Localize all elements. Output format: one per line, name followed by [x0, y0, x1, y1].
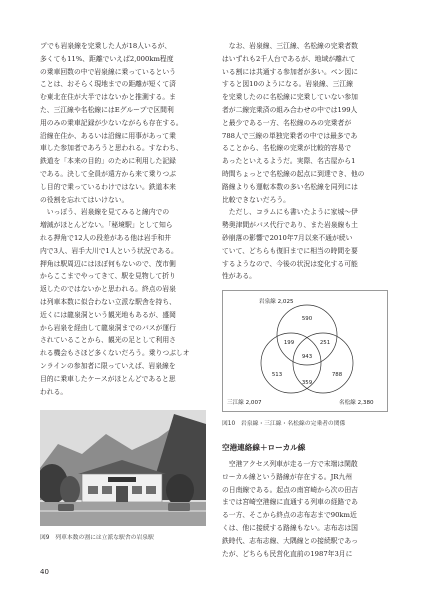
text-line: る一方、そこから終点の志布志まで90km近 — [222, 511, 357, 520]
text-line: すると図10のようになる。岩泉線、三江線 — [222, 80, 353, 89]
text-line: む東北在住が大半ではないかと推測する。ま — [40, 93, 176, 102]
photo-station-sign — [108, 477, 136, 482]
iwaizumi-station-photo — [40, 410, 206, 526]
text-line: いっぽう、岩泉線を見てみると線内での — [40, 208, 170, 217]
page-number: 40 — [40, 568, 49, 576]
text-line: と最少である一方、名松線のみの完乗者が — [222, 118, 352, 127]
photo-car — [58, 504, 74, 511]
station-photo-image — [40, 410, 206, 526]
venn-region-value: 513 — [271, 372, 283, 378]
text-line: た、三江線や名松線にはEグループで区間利 — [40, 105, 174, 114]
text-line: ローカル線という路線が存在する。JR九州 — [222, 472, 353, 481]
venn-diagram-figure10 — [222, 290, 388, 412]
venn-region-value: 359 — [301, 380, 313, 386]
text-line: 車した参加者であろうと思われる。すなわち、 — [40, 144, 183, 153]
section-heading: 空港連絡線＋ローカル線 — [222, 443, 306, 452]
figure9-caption: 図9 列車本数の割には立派な駅舎の岩泉駅 — [40, 535, 154, 541]
text-line: ることから、名松線の完乗が比較的容易で — [222, 144, 352, 153]
venn-set-total: 2,007 — [245, 400, 262, 406]
text-line: はいずれも2千人台であるが、地域が離れて — [222, 54, 356, 63]
venn-set-label — [227, 398, 262, 406]
photo-window — [132, 486, 142, 494]
venn-diagram — [223, 291, 387, 411]
photo-tree — [60, 476, 80, 504]
venn-set-label — [339, 398, 374, 406]
text-line: 比較できないだろう。 — [222, 195, 290, 204]
text-line: 788人で三線の単独完乗者の中では最多であ — [222, 131, 358, 140]
text-line: ただし、コラムにも書いたように家城〜伊 — [222, 208, 358, 217]
text-line: くは、他に接続する路線もない。志布志は国 — [222, 523, 358, 532]
right-text-column — [222, 40, 390, 283]
venn-region-value: 590 — [301, 316, 313, 322]
photo-trees-right — [166, 474, 194, 506]
photo-window — [146, 486, 156, 494]
text-line: から岩泉を経由して龍泉洞までのバスが運行 — [40, 323, 176, 332]
venn-set-label — [259, 297, 294, 305]
venn-region-value: 199 — [283, 340, 295, 346]
text-line: からここまでやってきて、駅を見物して折り — [40, 272, 176, 281]
text-line: 用のみの乗車記録が少ないながらも存在する。 — [40, 118, 183, 127]
text-line: 時間ちょっとで名松線の起点に到達でき、他の — [222, 169, 365, 178]
left-text-column — [40, 40, 208, 398]
text-line: の役割を忘れてはいけない。 — [40, 195, 129, 204]
text-line: 沿線在住か、あるいは沿線に用事があって乗 — [40, 131, 176, 140]
venn-region-value: 788 — [331, 372, 343, 378]
text-line: れる機会もさほど多くないだろう。乗りつぶしオ — [40, 349, 190, 358]
venn-set-name: 岩泉線 — [259, 299, 276, 305]
venn-set-name: 三江線 — [227, 400, 244, 406]
text-line: 目的に乗車したケースがほとんどであると思 — [40, 374, 176, 383]
text-line: である。決して全員が遠方から来て乗りつぶ — [40, 169, 176, 178]
venn-set-total: 2,025 — [277, 299, 294, 305]
venn-set-total: 2,380 — [357, 400, 374, 406]
text-line: ンラインの参加者に限っていえば、岩泉線を — [40, 361, 176, 370]
text-line: 勢奥津間がバス代行であり、また岩泉線も土 — [222, 221, 358, 230]
text-line: 返したのではないかと思われる。終点の岩泉 — [40, 285, 176, 294]
venn-region-value: 943 — [301, 354, 313, 360]
text-line: 増減がほとんどない。「秘境駅」として知ら — [40, 221, 173, 230]
text-line: 近くには龍泉洞という観光地もあるが、盛岡 — [40, 310, 176, 319]
text-line: し目的で乗っているわけではない。鉄道本来 — [40, 182, 176, 191]
text-line: ていて、どちらも復旧までに相当の時間を要 — [222, 246, 358, 255]
text-line: までは宮崎空港線に直通する列車の経路であ — [222, 498, 358, 507]
text-line: 多くても11%、距離でいえば2,000km程度 — [40, 54, 174, 63]
text-line: するようなので、今後の状況は変化する可能 — [222, 259, 358, 268]
venn-region-value: 251 — [319, 340, 331, 346]
photo-entrance — [116, 486, 128, 502]
text-line: 鉄時代、志布志線、大隅線との接続駅であっ — [222, 536, 358, 545]
text-line: されていることから、観光の足として利用さ — [40, 336, 176, 345]
text-line: いる割には共通する参加者が多い。ベン図に — [222, 67, 358, 76]
text-line: プでも岩泉線を完乗した人が18人いるが、 — [40, 42, 172, 50]
text-line: なお、岩泉線、三江線、名松線の完乗者数 — [222, 42, 358, 50]
section-text-column — [222, 458, 390, 560]
text-line: の日南線である。起点の南宮崎から次の田吉 — [222, 485, 358, 494]
text-line: ことは、おそらく現地までの距離が短くて済 — [40, 80, 176, 89]
text-line: われる。 — [40, 387, 68, 396]
text-line: 性がある。 — [222, 272, 256, 281]
text-line: 路線よりも運転本数の多い名松線を同列には — [222, 182, 358, 191]
text-line: 空港アクセス列車が走る一方で末端は閑散 — [222, 460, 358, 468]
photo-window — [102, 486, 112, 494]
text-line: は列車本数に似合わない立派な駅舎を持ち、 — [40, 297, 176, 306]
text-line: 鉄道を「本来の目的」のために利用した記録 — [40, 157, 176, 166]
text-line: たが、どちらも民営化直前の1987年3月に — [222, 549, 353, 558]
text-line: 内で3人、岩手大川で1人という状況である。 — [40, 246, 178, 255]
text-line: の乗車回数の中で岩泉線に乗っているという — [40, 67, 176, 76]
figure10-caption: 図10 岩泉線・三江線・名松線の完乗者の関係 — [222, 421, 346, 427]
text-line: れる押角で12人の段差がある他は岩手和井 — [40, 233, 171, 242]
text-line: 押角は駅周辺にはほぼ何もないので、茂市側 — [40, 259, 176, 268]
text-line: を完乗したのに名松線に完乗していない参加 — [222, 93, 358, 102]
photo-window — [88, 486, 98, 494]
photo-vehicle — [168, 503, 190, 511]
text-line: 者が二線完乗済の組み合わせの中では199人 — [222, 105, 358, 114]
text-line: 砂崩落の影響で2010年7月以来不通が続い — [222, 233, 353, 242]
venn-set-name: 名松線 — [339, 400, 356, 406]
text-line: あったといえるようだ。実際、名古屋から1 — [222, 157, 356, 166]
